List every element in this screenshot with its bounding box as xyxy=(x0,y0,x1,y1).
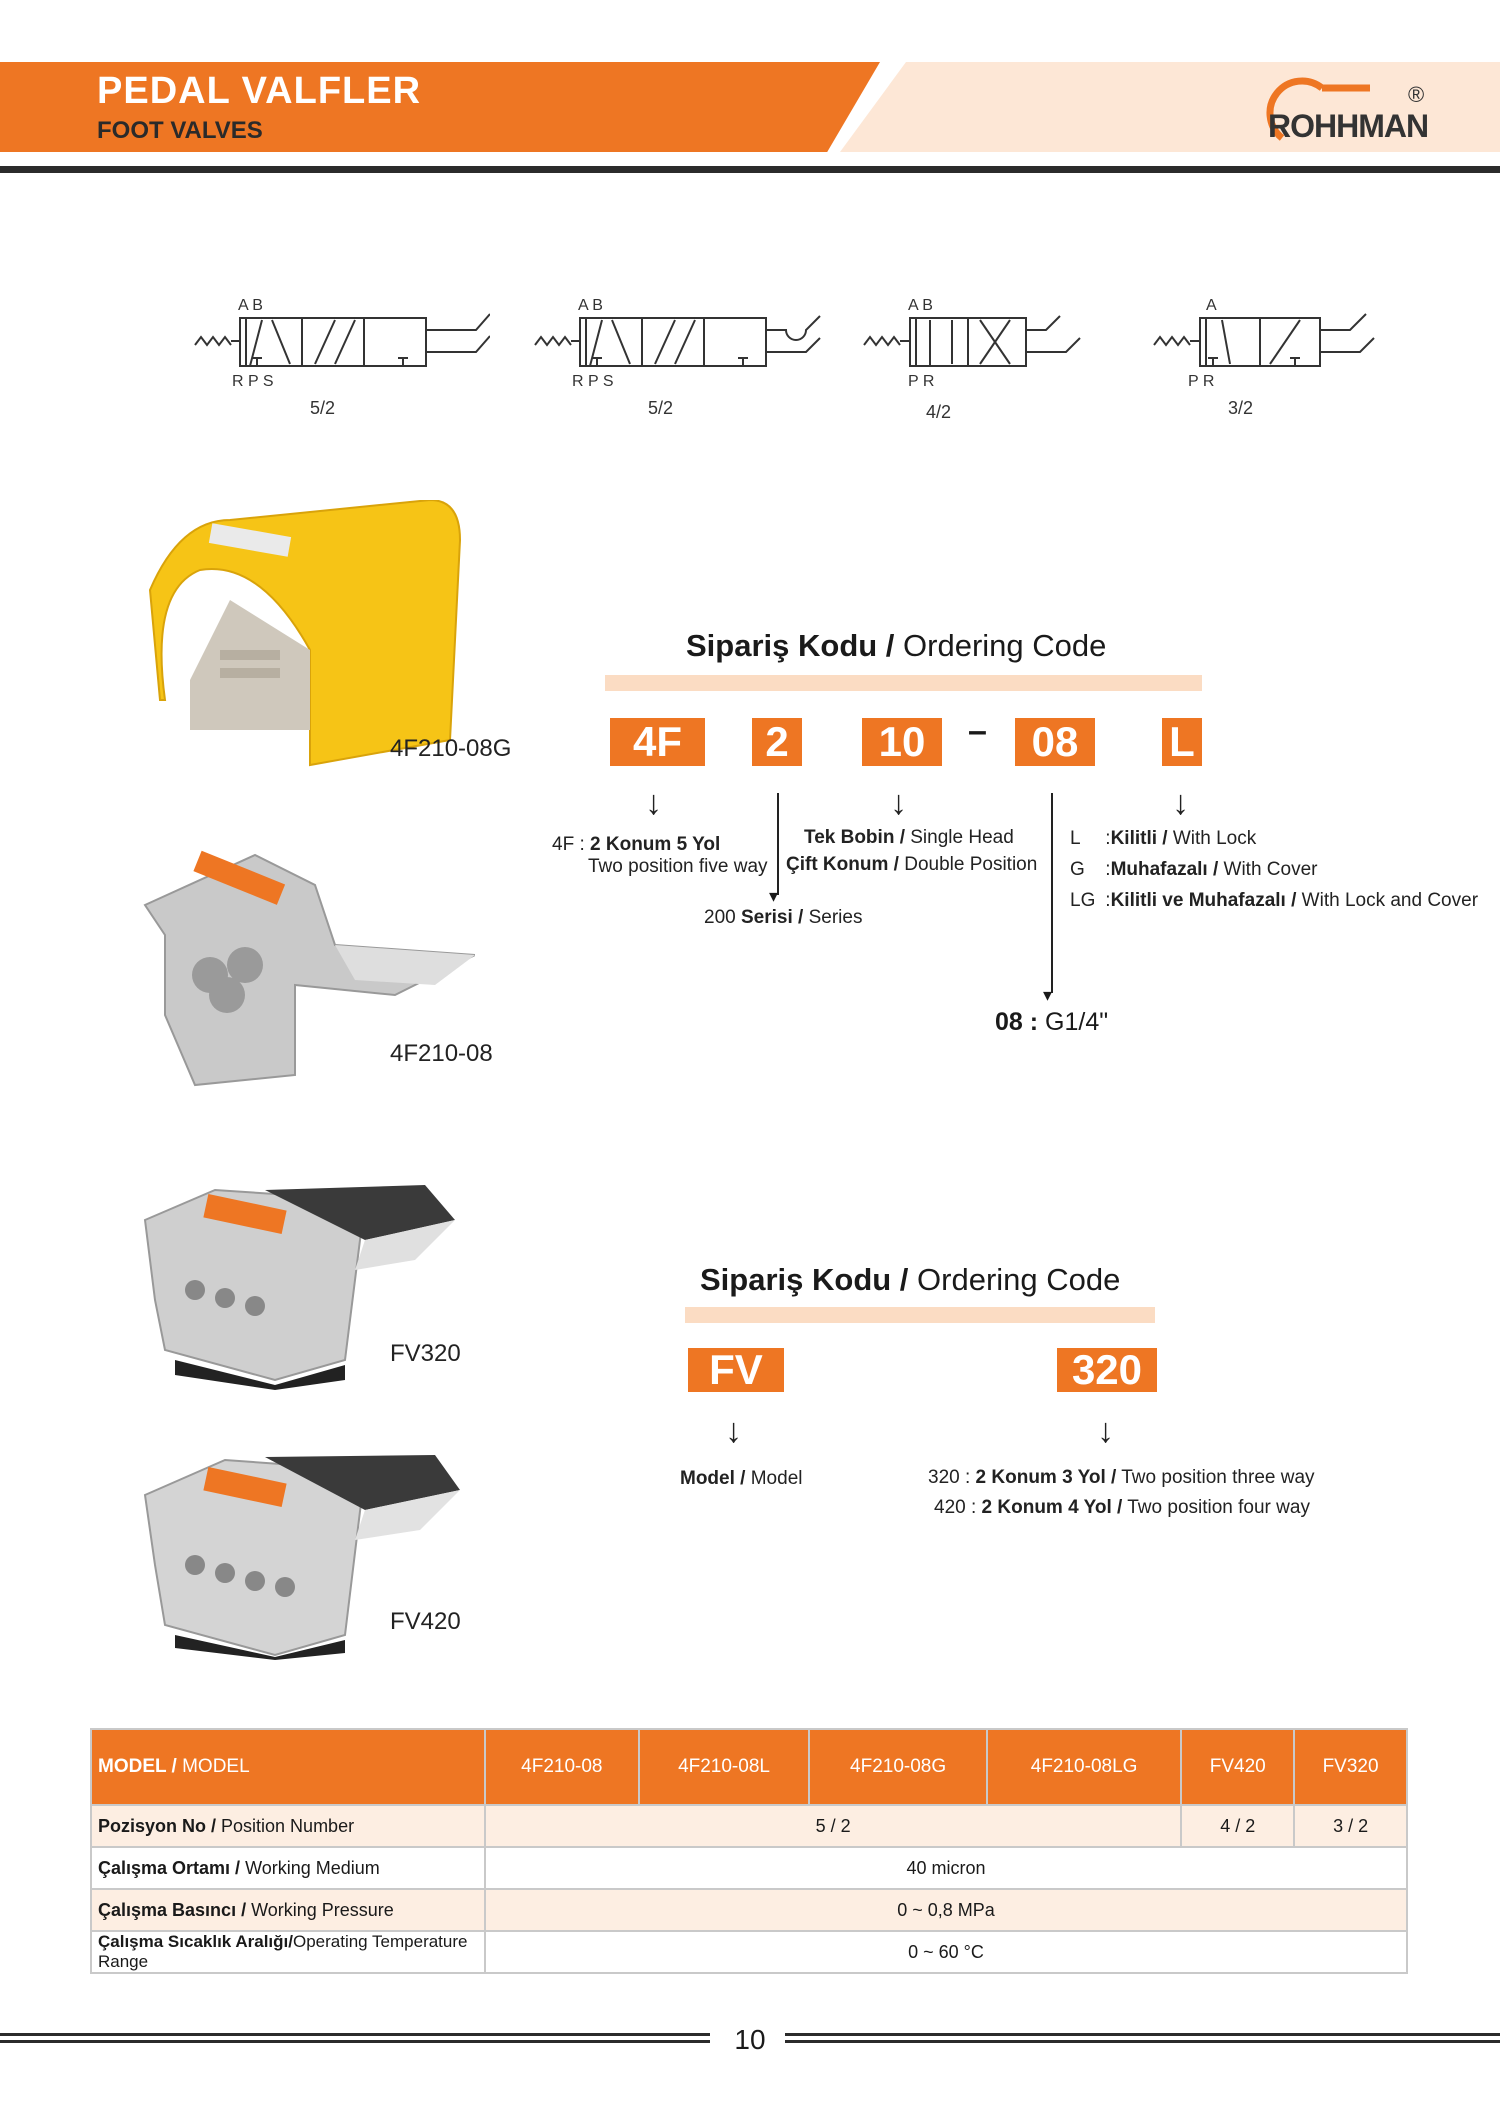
svg-text:R P S: R P S xyxy=(572,373,614,390)
svg-text:A B: A B xyxy=(908,297,933,314)
code-box-position: 2 xyxy=(752,718,802,766)
title-underline-bar xyxy=(685,1307,1155,1323)
valve-symbol-4-2 xyxy=(860,290,1100,430)
arrow-head-icon: ▾ xyxy=(1043,985,1053,1005)
table-row-label: Çalışma Ortamı / Working Medium xyxy=(91,1847,485,1889)
product-caption: FV420 xyxy=(390,1608,461,1635)
footer-rule xyxy=(0,2033,710,2036)
product-caption: FV320 xyxy=(390,1340,461,1367)
valve-symbol-5-2 xyxy=(530,290,830,430)
yellow-covered-foot-valve-image xyxy=(140,500,470,770)
desc-port-size: 08 : G1/4" xyxy=(995,1008,1109,1036)
code-dash: – xyxy=(968,712,987,750)
down-arrow-icon: ↓ xyxy=(1097,1412,1114,1450)
page-subtitle: FOOT VALVES xyxy=(97,117,263,144)
valve-symbol-3-2 xyxy=(1150,290,1380,430)
specification-table xyxy=(90,1728,1408,1974)
table-header-cell: 4F210-08LG xyxy=(987,1729,1182,1805)
svg-text:4/2: 4/2 xyxy=(926,402,952,422)
table-cell: 5 / 2 xyxy=(485,1805,1181,1847)
code-box-option: L xyxy=(1162,718,1202,766)
registered-mark: ® xyxy=(1408,82,1425,107)
title-underline-bar xyxy=(605,675,1202,691)
code-box-type: 320 xyxy=(1057,1348,1157,1392)
code-box-series-type: 4F xyxy=(610,718,705,766)
down-arrow-icon: ↓ xyxy=(1172,784,1189,822)
ordering-code-title: Sipariş Kodu / Ordering Code xyxy=(686,628,1107,663)
svg-text:A B: A B xyxy=(238,297,263,314)
down-arrow-icon: ↓ xyxy=(890,784,907,822)
ordering-code-title: Sipariş Kodu / Ordering Code xyxy=(700,1262,1121,1297)
svg-text:3/2: 3/2 xyxy=(1228,398,1254,418)
desc-single-head: Tek Bobin / Single Head xyxy=(804,827,1014,848)
table-header-cell: MODEL / MODEL xyxy=(91,1729,485,1805)
valve-symbol-5-2 xyxy=(190,290,490,430)
desc-model: Model / Model xyxy=(680,1468,803,1489)
arrow-head-icon: ▾ xyxy=(769,886,779,906)
option-item: LG :Kilitli ve Muhafazalı / With Lock and Cover xyxy=(1070,890,1479,911)
table-cell: 3 / 2 xyxy=(1294,1805,1407,1847)
footer-rule xyxy=(785,2033,1500,2036)
table-row-label: Pozisyon No / Position Number xyxy=(91,1805,485,1847)
table-row xyxy=(91,1931,1407,1973)
table-row-label: Çalışma Sıcaklık Aralığı/Operating Temperature Range xyxy=(91,1931,485,1973)
desc-320: 320 : 2 Konum 3 Yol / Two position three way xyxy=(928,1467,1315,1488)
option-item: L :Kilitli / With Lock xyxy=(1070,828,1257,849)
option-item: G :Muhafazalı / With Cover xyxy=(1070,859,1318,880)
series-connector-line xyxy=(777,793,779,895)
table-header-cell: FV420 xyxy=(1181,1729,1294,1805)
table-row-label: Çalışma Basıncı / Working Pressure xyxy=(91,1889,485,1931)
table-cell: 4 / 2 xyxy=(1181,1805,1294,1847)
desc-4f-en: Two position five way xyxy=(588,856,768,877)
product-caption: 4F210-08G xyxy=(390,735,512,762)
page-number: 10 xyxy=(734,2024,766,2055)
svg-text:5/2: 5/2 xyxy=(648,398,674,418)
table-cell: 0 ~ 60 °C xyxy=(485,1931,1407,1973)
table-header-cell: 4F210-08L xyxy=(639,1729,810,1805)
table-row xyxy=(91,1805,1407,1847)
code-box-head: 10 xyxy=(862,718,942,766)
table-header-cell: 4F210-08 xyxy=(485,1729,639,1805)
down-arrow-icon: ↓ xyxy=(725,1412,742,1450)
table-header-row xyxy=(91,1729,1407,1805)
page-title: PEDAL VALFLER xyxy=(97,70,422,112)
header-divider xyxy=(0,166,1500,173)
svg-text:P R: P R xyxy=(908,373,935,390)
code-box-port-size: 08 xyxy=(1015,718,1095,766)
footer-rule xyxy=(785,2040,1500,2043)
code-box-model: FV xyxy=(688,1348,784,1392)
product-caption: 4F210-08 xyxy=(390,1040,493,1067)
desc-200-series: 200 Serisi / Series xyxy=(704,907,863,928)
desc-double-position: Çift Konum / Double Position xyxy=(786,854,1038,875)
desc-420: 420 : 2 Konum 4 Yol / Two position four way xyxy=(934,1497,1310,1518)
table-row xyxy=(91,1847,1407,1889)
desc-4f: 4F : 2 Konum 5 Yol xyxy=(552,834,721,855)
table-header-cell: 4F210-08G xyxy=(809,1729,986,1805)
table-header-cell: FV320 xyxy=(1294,1729,1407,1805)
table-cell: 0 ~ 0,8 MPa xyxy=(485,1889,1407,1931)
table-cell: 40 micron xyxy=(485,1847,1407,1889)
svg-text:A B: A B xyxy=(578,297,603,314)
svg-text:R P S: R P S xyxy=(232,373,274,390)
footer-rule xyxy=(0,2040,710,2043)
brand-name: ROHHMAN xyxy=(1268,108,1429,144)
down-arrow-icon: ↓ xyxy=(645,784,662,822)
svg-text:5/2: 5/2 xyxy=(310,398,336,418)
option-list xyxy=(1070,825,1478,918)
svg-text:P R: P R xyxy=(1188,373,1215,390)
svg-text:A: A xyxy=(1206,297,1217,314)
port-size-connector-line xyxy=(1051,793,1053,993)
table-row xyxy=(91,1889,1407,1931)
